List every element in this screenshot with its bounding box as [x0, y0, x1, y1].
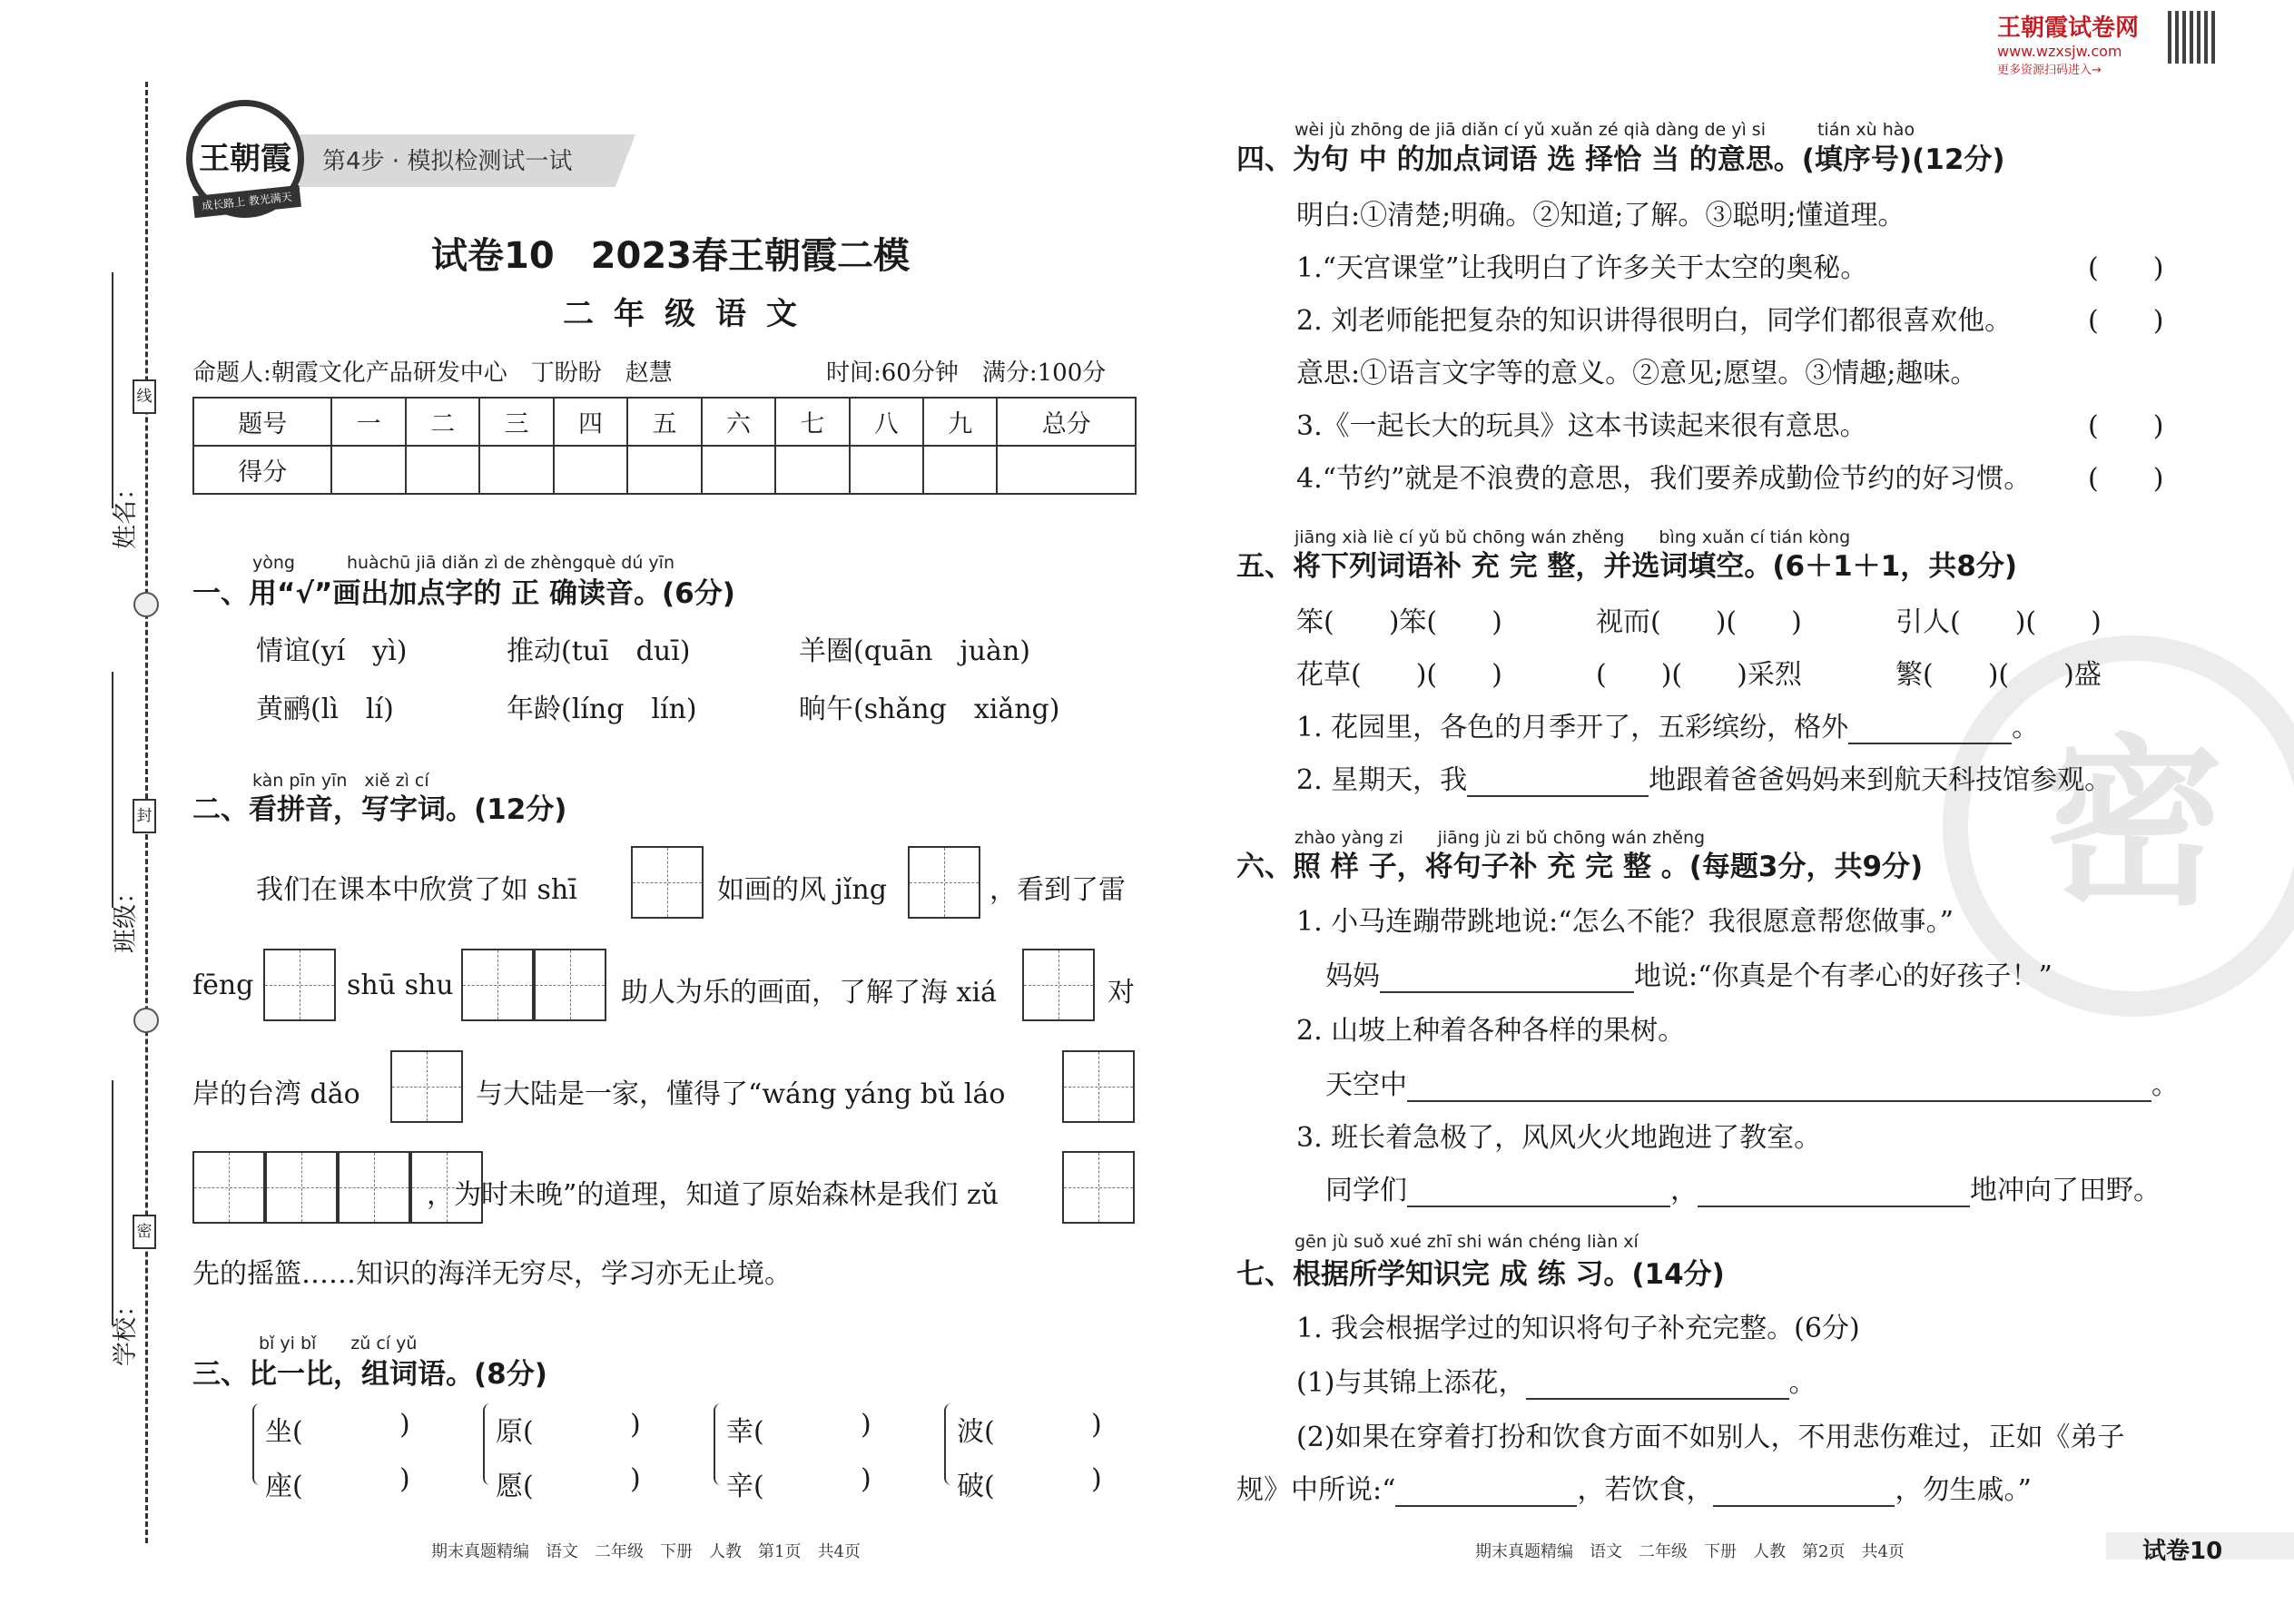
s7-item-text: 规》中所说:“ — [1236, 1474, 1396, 1506]
s6-answer-text: 妈妈 — [1325, 960, 1380, 992]
s7-item-end: 。 — [1788, 1367, 1816, 1399]
s3-char: 幸( — [726, 1416, 764, 1448]
answer-paren[interactable]: ( ) — [2088, 252, 2164, 284]
school-field-line — [112, 1080, 113, 1325]
s5-sentence — [1296, 704, 2039, 744]
binding-mark-seal: 封 — [133, 799, 156, 833]
brand-name: 王朝霞试卷网 — [1997, 15, 2140, 42]
score-header-cell: 四 — [554, 398, 627, 446]
score-table-row — [193, 398, 1136, 446]
s6-answer-text: 地说:“你真是个有孝心的好孩子！” — [1634, 960, 2053, 992]
s5-word: 视而( )( ) — [1596, 606, 1802, 638]
s6-question: 2. 山坡上种着各种各样的果树。 — [1296, 1015, 1686, 1047]
s5-sentence-text: 2. 星期天，我 — [1296, 764, 1468, 796]
paper-subtitle: 二年级语文 — [563, 296, 817, 332]
s5-sentence-end: 。 — [2012, 712, 2040, 743]
section-2-heading: 二、看拼音，写字词。(12分) — [192, 793, 567, 826]
s3-close: ) — [1091, 1463, 1102, 1495]
char-box[interactable] — [631, 846, 704, 919]
s7-item: (2)如果在穿着打扮和饮食方面不如别人，不用悲伤难过，正如《弟子 — [1296, 1422, 2125, 1453]
section-2-pinyin: kàn pīn yīn xiě zì cí — [252, 771, 429, 791]
score-header-cell: 六 — [702, 398, 775, 446]
logo-text: 王朝霞 — [199, 141, 291, 177]
s7-item — [1296, 1360, 1816, 1400]
s1-item: 晌午(shǎng xiǎng) — [799, 694, 1060, 725]
class-label: 班级： — [112, 880, 140, 953]
s6-question: 1. 小马连蹦带跳地说:“怎么不能？我很愿意帮您做事。” — [1296, 906, 1954, 938]
char-box[interactable] — [1062, 1050, 1135, 1123]
s6-answer-text: 同学们 — [1325, 1175, 1407, 1206]
s3-close: ) — [630, 1463, 641, 1495]
section-4-heading: 四、为句 中 的加点词语 选 择恰 当 的意思。(填序号)(12分) — [1236, 143, 2005, 176]
section-6-heading: 六、照 样 子，将句子补 充 完 整 。(每题3分，共9分) — [1236, 851, 1924, 883]
s3-char: 愿( — [496, 1471, 534, 1502]
score-header-cell: 八 — [850, 398, 923, 446]
s6-answer — [1325, 1167, 2161, 1207]
section-7-heading: 七、根据所学知识完 成 练 习。(14分) — [1236, 1258, 1725, 1291]
char-box[interactable] — [1062, 1151, 1135, 1224]
s3-char: 破( — [957, 1471, 995, 1502]
score-table — [192, 397, 1137, 495]
score-header-cell: 九 — [923, 398, 997, 446]
binding-mark-secret: 密 — [133, 1215, 156, 1249]
footer-left: 期末真题精编 语文 二年级 下册 人教 第1页 共4页 — [431, 1542, 861, 1561]
pair-brace — [714, 1403, 723, 1485]
s5-word: 花草( )( ) — [1296, 659, 1502, 691]
s3-char: 辛( — [726, 1471, 764, 1502]
score-header-cell: 总分 — [997, 398, 1136, 446]
name-label: 姓名： — [112, 476, 140, 549]
brand-mark — [1997, 9, 2139, 77]
score-header-cell: 题号 — [193, 398, 331, 446]
s6-answer-text: ， — [1670, 1175, 1698, 1206]
s6-answer-end: 。 — [2151, 1069, 2179, 1101]
s6-answer-text: 地冲向了田野。 — [1970, 1175, 2161, 1206]
s2-text: 岸的台湾 dǎo — [192, 1078, 360, 1110]
s3-char: 原( — [496, 1416, 534, 1448]
s6-answer — [1325, 953, 2053, 993]
name-field-line — [112, 272, 113, 508]
answer-blank[interactable] — [1848, 715, 2012, 744]
binding-mark-line: 线 — [133, 379, 156, 414]
s5-sentence — [1296, 757, 2112, 797]
answer-paren[interactable]: ( ) — [2088, 410, 2164, 442]
s2-text: shū shu — [347, 969, 454, 1001]
s1-item: 情谊(yí yì) — [256, 635, 408, 667]
score-cell[interactable] — [702, 446, 775, 494]
class-field-line — [112, 672, 113, 908]
s1-item: 推动(tuī duī) — [507, 635, 691, 667]
paper-time: 时间:60分钟 满分:100分 — [826, 359, 1107, 387]
s1-item: 年龄(líng lín) — [507, 694, 697, 725]
s3-char: 座( — [265, 1471, 303, 1502]
s5-word: ( )( )采烈 — [1596, 659, 1802, 691]
s4-question: 3.《一起长大的玩具》这本书读起来很有意思。 — [1296, 410, 1867, 442]
char-box[interactable] — [1022, 949, 1095, 1021]
s7-question: 1. 我会根据学过的知识将句子补充完整。(6分) — [1296, 1313, 1860, 1344]
score-header-cell: 二 — [406, 398, 479, 446]
s3-char: 坐( — [265, 1416, 303, 1448]
s5-sentence-end: 地跟着爸爸妈妈来到航天科技馆参观。 — [1649, 764, 2112, 796]
section-6-pinyin: zhào yàng zi jiāng jù zi bǔ chōng wán zhěng — [1295, 828, 1706, 848]
s2-text: ，为时未晚”的道理，知道了原始森林是我们 zǔ — [427, 1179, 999, 1211]
logo-ribbon: 成长路上 教光满天 — [192, 185, 301, 218]
s4-question: 2. 刘老师能把复杂的知识讲得很明白，同学们都很喜欢他。 — [1296, 305, 2013, 337]
score-cell[interactable] — [775, 446, 849, 494]
s6-answer — [1325, 1062, 2179, 1102]
section-5-heading: 五、将下列词语补 充 完 整，并选词填空。(6＋1＋1，共8分) — [1236, 550, 2017, 583]
school-label: 学校： — [112, 1293, 140, 1366]
char-box[interactable] — [338, 1151, 410, 1224]
s4-definition: 明白:①清楚;明确。②知道;了解。③聪明;懂道理。 — [1296, 200, 1905, 231]
watermark-stamp: 密 — [1943, 635, 2294, 1017]
s4-question: 1.“天宫课堂”让我明白了许多关于太空的奥秘。 — [1296, 252, 1868, 284]
section-1-pinyin: yòng huàchū jiā diǎn zì de zhèngquè dú yīn — [252, 553, 674, 573]
paper-tab-label: 试卷10 — [2142, 1538, 2223, 1565]
s7-item-text: (1)与其锦上添花， — [1296, 1367, 1526, 1399]
answer-blank[interactable] — [1467, 768, 1649, 797]
score-header-cell: 三 — [479, 398, 553, 446]
section-4-pinyin: wèi jù zhōng de jiā diǎn cí yǔ xuǎn zé qià dàng de yì si tián xù hào — [1295, 120, 1915, 140]
score-cell[interactable] — [331, 446, 405, 494]
step-label: 第4步 · 模拟检测试一试 — [322, 148, 573, 175]
answer-blank[interactable] — [1395, 1478, 1577, 1507]
score-header-cell: 五 — [627, 398, 701, 446]
char-box[interactable] — [461, 949, 534, 1021]
answer-blank[interactable] — [1407, 1178, 1670, 1207]
score-header-cell: 一 — [331, 398, 405, 446]
qr-code-icon — [2168, 11, 2215, 64]
s2-text: fēng — [192, 969, 254, 1001]
paper-title: 试卷10 2023春王朝霞二模 — [431, 235, 910, 277]
answer-paren[interactable]: ( ) — [2088, 463, 2164, 495]
s4-question: 4.“节约”就是不浪费的意思，我们要养成勤俭节约的好习惯。 — [1296, 463, 2032, 495]
answer-blank[interactable] — [1407, 1073, 2151, 1102]
s5-word: 引人( )( ) — [1895, 606, 2102, 638]
s4-definition: 意思:①语言文字等的意义。②意见;愿望。③情趣;趣味。 — [1296, 358, 1978, 389]
brand-url: www.wzxsjw.com — [1997, 43, 2122, 60]
s3-close: ) — [861, 1409, 871, 1441]
answer-blank[interactable] — [1713, 1478, 1895, 1507]
s5-sentence-text: 1. 花园里，各色的月季开了，五彩缤纷，格外 — [1296, 712, 1849, 743]
answer-paren[interactable]: ( ) — [2088, 305, 2164, 337]
s7-item-text: ，若饮食， — [1577, 1474, 1714, 1506]
score-table-row — [193, 446, 1136, 494]
char-box[interactable] — [534, 949, 606, 1021]
char-box[interactable] — [908, 846, 980, 919]
char-box[interactable] — [390, 1050, 463, 1123]
score-label-cell: 得分 — [193, 446, 331, 494]
section-3-pinyin: bǐ yi bǐ zǔ cí yǔ — [259, 1334, 418, 1353]
s3-close: ) — [630, 1409, 641, 1441]
section-1-heading: 一、用“√”画出加点字的 正 确读音。(6分) — [192, 577, 735, 610]
s2-text: 对 — [1108, 977, 1135, 1009]
s7-item — [1236, 1467, 2032, 1507]
s1-item: 黄鹂(lì lí) — [256, 694, 394, 725]
section-5-pinyin: jiāng xià liè cí yǔ bǔ chōng wán zhěng bìng xuǎn cí tián kòng — [1295, 527, 1851, 547]
char-box[interactable] — [263, 949, 336, 1021]
pair-brace — [944, 1403, 953, 1485]
section-3-heading: 三、比一比，组词语。(8分) — [192, 1358, 547, 1391]
s3-close: ) — [1091, 1409, 1102, 1441]
score-cell[interactable] — [997, 446, 1136, 494]
s3-close: ) — [399, 1463, 410, 1495]
score-header-cell: 七 — [775, 398, 849, 446]
score-cell[interactable] — [923, 446, 997, 494]
brand-slogan: 更多资源扫码进入→ — [1997, 64, 2102, 77]
s1-item: 羊圈(quān juàn) — [799, 635, 1030, 667]
s5-word: 繁( )( )盛 — [1895, 659, 2102, 691]
s3-close: ) — [861, 1463, 871, 1495]
score-cell[interactable] — [554, 446, 627, 494]
s5-word: 笨( )笨( ) — [1296, 606, 1502, 638]
char-box[interactable] — [265, 1151, 338, 1224]
s2-text: 我们在课本中欣赏了如 shī — [256, 874, 577, 906]
answer-blank[interactable] — [1380, 964, 1634, 993]
s6-answer-text: 天空中 — [1325, 1069, 1407, 1101]
s6-question: 3. 班长着急极了，风风火火地跑进了教室。 — [1296, 1122, 1822, 1154]
binding-hole — [133, 592, 159, 617]
pair-brace — [483, 1403, 492, 1485]
s2-text: 与大陆是一家，懂得了“wáng yáng bǔ láo — [476, 1078, 1006, 1110]
score-cell[interactable] — [850, 446, 923, 494]
s7-item-text: ，勿生戚。” — [1895, 1474, 2032, 1506]
char-box[interactable] — [192, 1151, 265, 1224]
paper-author: 命题人:朝霞文化产品研发中心 丁盼盼 赵慧 — [192, 359, 673, 387]
s3-char: 波( — [957, 1416, 995, 1448]
s3-close: ) — [399, 1409, 410, 1441]
score-cell[interactable] — [406, 446, 479, 494]
binding-hole — [133, 1008, 159, 1033]
answer-blank[interactable] — [1526, 1371, 1789, 1400]
s2-text: 如画的风 jǐng — [717, 874, 887, 906]
s2-text: 助人为乐的画面，了解了海 xiá — [621, 977, 997, 1009]
footer-right: 期末真题精编 语文 二年级 下册 人教 第2页 共4页 — [1475, 1542, 1905, 1561]
score-cell[interactable] — [627, 446, 701, 494]
s2-text: ，看到了雷 — [989, 874, 1126, 906]
s2-text: 先的摇篮……知识的海洋无穷尽，学习亦无止境。 — [192, 1258, 792, 1290]
section-7-pinyin: gēn jù suǒ xué zhī shi wán chéng liàn xí — [1295, 1232, 1639, 1252]
answer-blank[interactable] — [1698, 1178, 1970, 1207]
score-cell[interactable] — [479, 446, 553, 494]
pair-brace — [252, 1403, 261, 1485]
